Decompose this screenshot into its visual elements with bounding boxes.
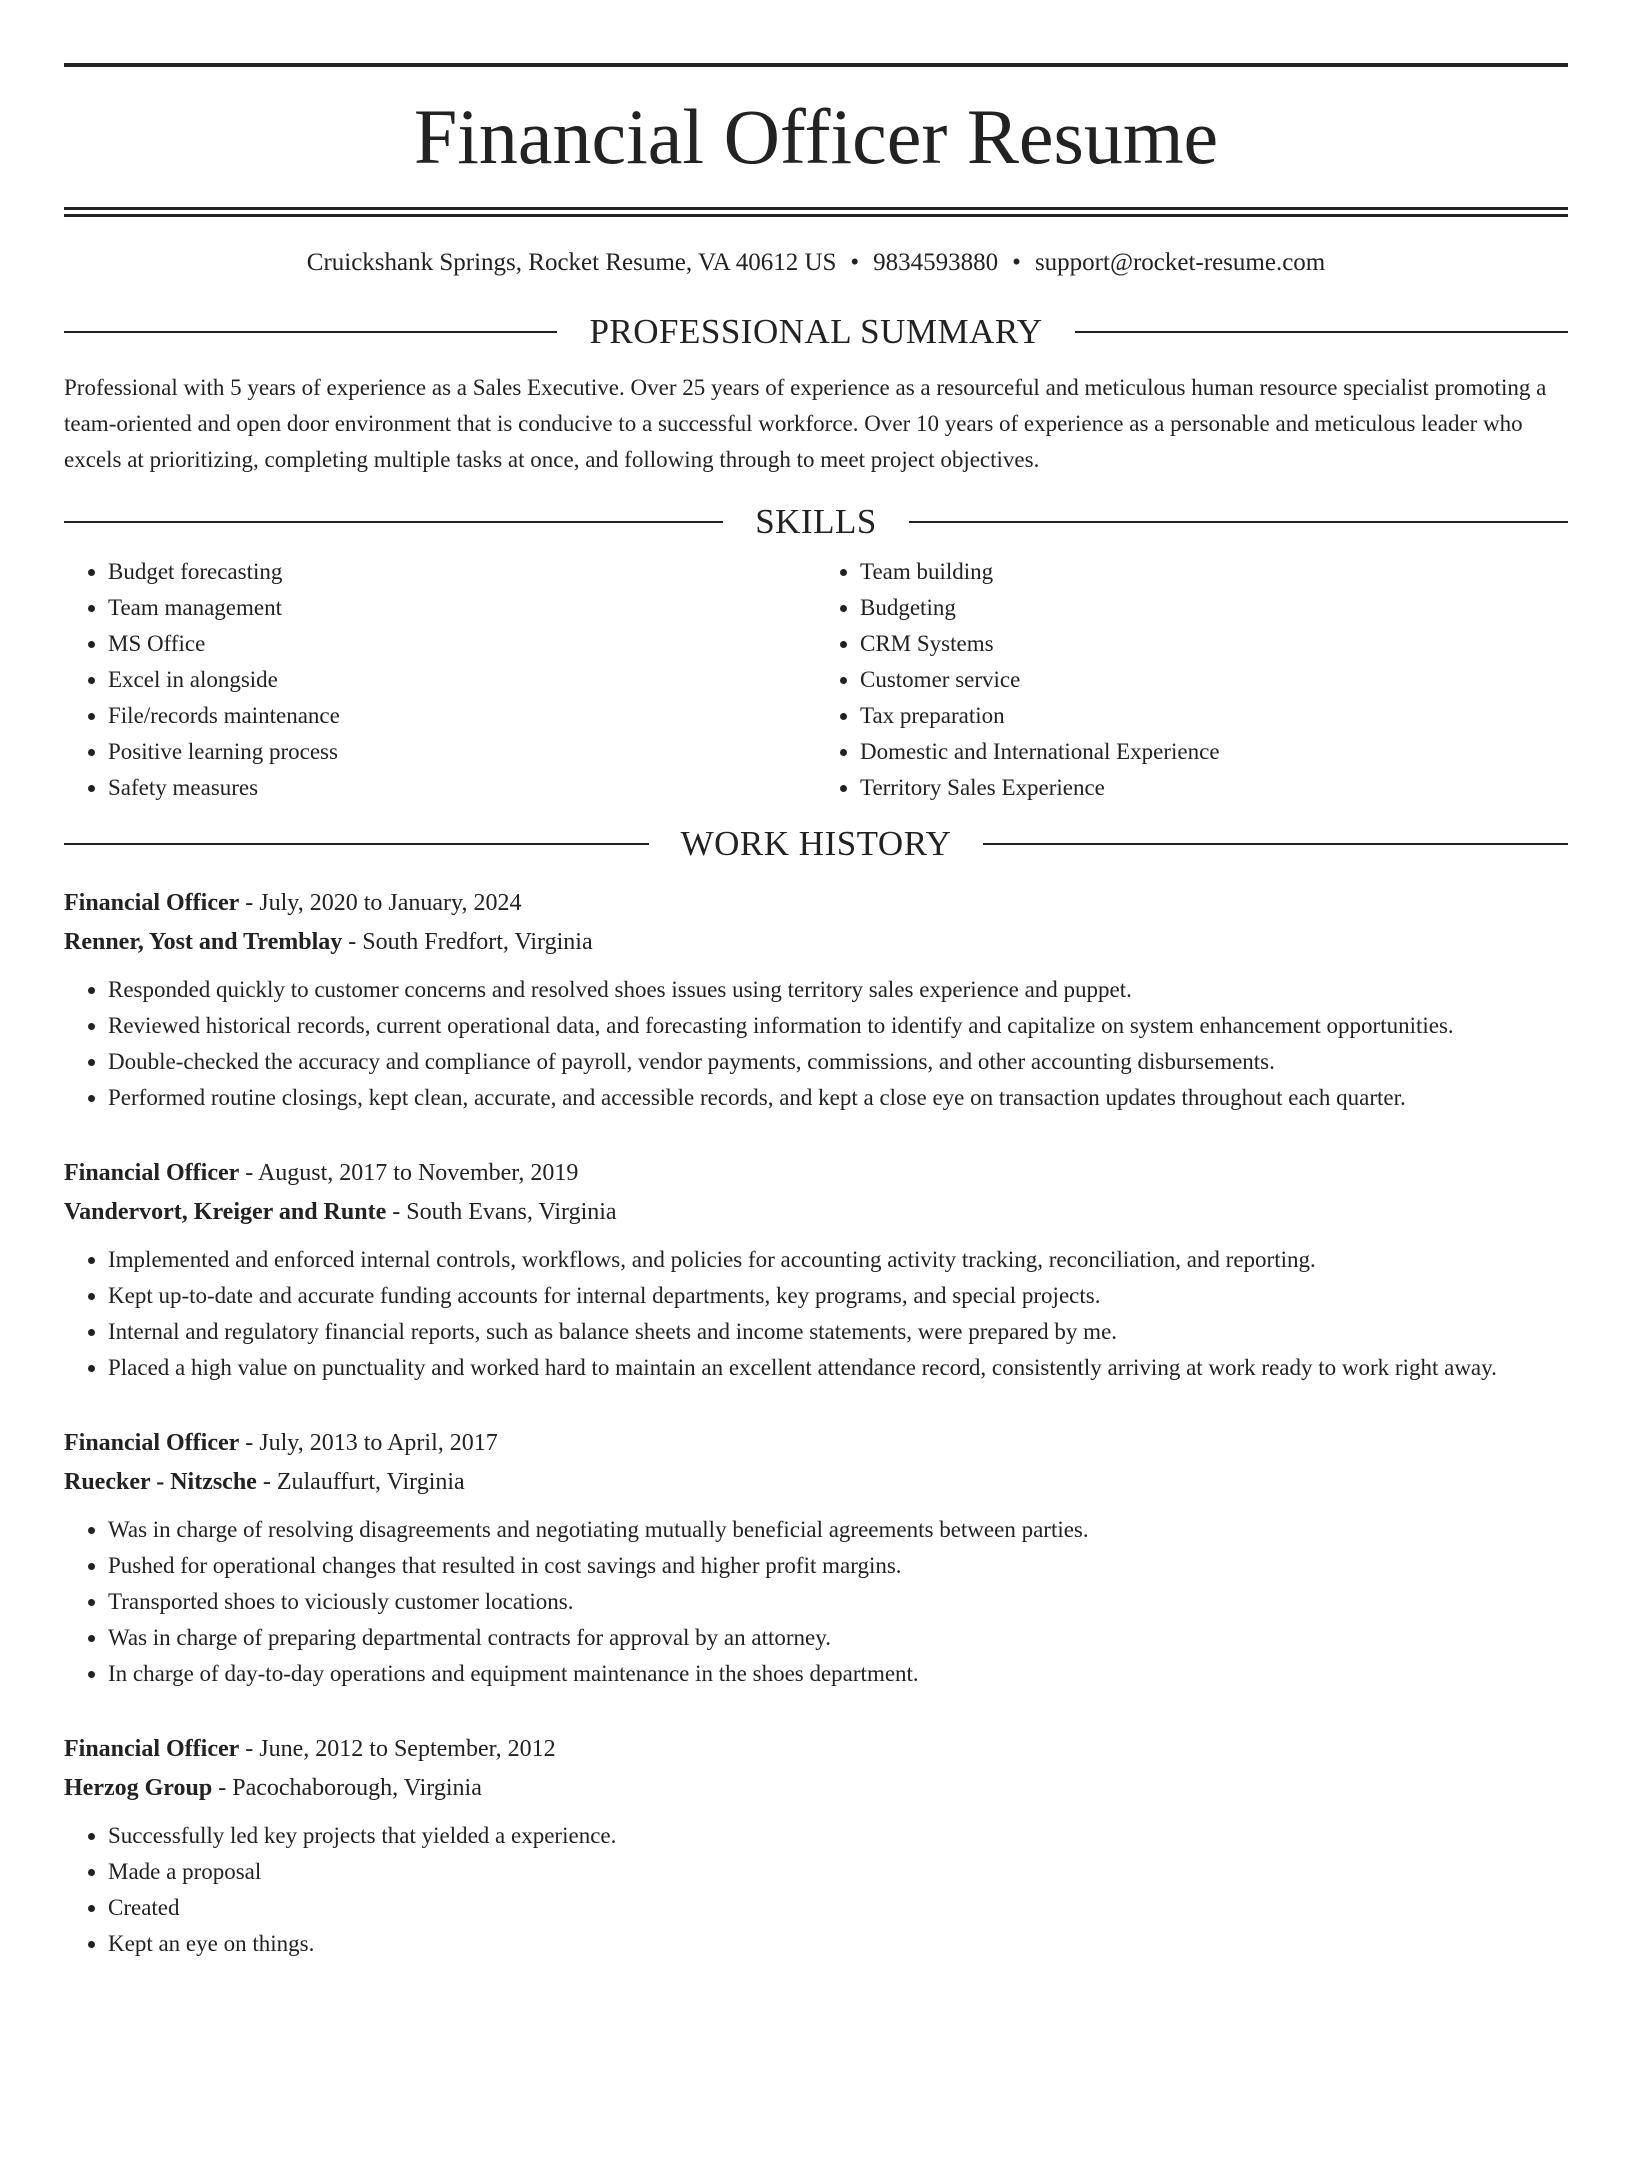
skill-item: • Team building (860, 554, 1568, 590)
job-bullet: • Responded quickly to customer concerns and resolved shoes issues using territory sales experience and puppet. (108, 972, 1568, 1008)
skill-item: • Budget forecasting (108, 554, 816, 590)
job-dates: June, 2012 to September, 2012 (259, 1736, 556, 1762)
job-location: South Evans, Virginia (406, 1199, 617, 1225)
skill-item: • Excel in alongside (108, 662, 816, 698)
job-title: Financial Officer (64, 1736, 240, 1762)
skill-item: • Safety measures (108, 770, 816, 806)
job-bullets (64, 1242, 1568, 1386)
job-bullet: • Pushed for operational changes that resulted in cost savings and higher profit margins. (108, 1548, 1568, 1584)
job-dates: July, 2020 to January, 2024 (259, 890, 522, 916)
job-bullet: • Made a proposal (108, 1854, 1568, 1890)
contact-separator: • (1012, 249, 1021, 276)
job-company: Renner, Yost and Tremblay (64, 929, 343, 955)
job-location: Pacochaborough, Virginia (232, 1775, 482, 1801)
heading-rule-right (909, 521, 1568, 523)
skills-column-right (816, 554, 1568, 806)
contact-separator: • (850, 249, 860, 276)
job-company-line: Herzog Group - Pacochaborough, Virginia (64, 1775, 482, 1801)
job-bullet: • Was in charge of resolving disagreements and negotiating mutually beneficial agreements between parties. (108, 1512, 1568, 1548)
job-entry (64, 1424, 1568, 1692)
skills-list (64, 554, 1568, 806)
job-title-line: Financial Officer - June, 2012 to September, 2012 (64, 1736, 556, 1762)
header-double-rule (64, 207, 1568, 217)
job-bullet: • Successfully led key projects that yielded a experience. (108, 1818, 1568, 1854)
summary-heading: PROFESSIONAL SUMMARY (589, 312, 1043, 351)
job-bullet: • Performed routine closings, kept clean, accurate, and accessible records, and kept a close eye on transaction updates throughout each quarter. (108, 1080, 1568, 1116)
job-bullet: • Kept up-to-date and accurate funding accounts for internal departments, key programs, and special projects. (108, 1278, 1568, 1314)
job-company: Vandervort, Kreiger and Runte (64, 1199, 387, 1225)
job-entry (64, 1730, 1568, 1962)
job-title: Financial Officer (64, 1160, 240, 1186)
contact-email[interactable]: support@rocket-resume.com (1034, 249, 1326, 276)
job-bullet: • Created (108, 1890, 1568, 1926)
skill-item: • Team management (108, 590, 816, 626)
job-title-line: Financial Officer - July, 2013 to April, 2017 (64, 1430, 498, 1456)
work-heading: WORK HISTORY (680, 824, 952, 863)
job-bullet: • Reviewed historical records, current operational data, and forecasting information to identify and capitalize on system enhancement opportunities. (108, 1008, 1568, 1044)
job-location: Zulauffurt, Virginia (276, 1469, 465, 1495)
heading-rule-left (64, 843, 649, 845)
job-company-line: Ruecker - Nitzsche - Zulauffurt, Virginia (64, 1469, 465, 1495)
job-bullets (64, 972, 1568, 1116)
contact-phone[interactable]: 9834593880 (873, 249, 999, 276)
skill-item: • Budgeting (860, 590, 1568, 626)
page-title: Financial Officer Resume (413, 93, 1219, 180)
job-dates: August, 2017 to November, 2019 (257, 1160, 579, 1186)
summary-section-heading (64, 308, 1568, 356)
job-bullet: • Transported shoes to viciously customer locations. (108, 1584, 1568, 1620)
skill-item: • Domestic and International Experience (860, 734, 1568, 770)
job-bullets (64, 1818, 1568, 1962)
job-location: South Fredfort, Virginia (362, 929, 593, 955)
skills-section-heading (64, 498, 1568, 546)
job-entry (64, 884, 1568, 1116)
skill-item: • File/records maintenance (108, 698, 816, 734)
job-bullet: • In charge of day-to-day operations and equipment maintenance in the shoes department. (108, 1656, 1568, 1692)
job-bullet: • Kept an eye on things. (108, 1926, 1568, 1962)
contact-address: Cruickshank Springs, Rocket Resume, VA 40612 US (306, 249, 837, 276)
skill-item: • Territory Sales Experience (860, 770, 1568, 806)
job-company-line: Renner, Yost and Tremblay - South Fredfort, Virginia (64, 929, 593, 955)
work-section-heading (64, 820, 1568, 868)
job-bullet: • Was in charge of preparing departmental contracts for approval by an attorney. (108, 1620, 1568, 1656)
job-dates: July, 2013 to April, 2017 (259, 1430, 498, 1456)
job-title: Financial Officer (64, 1430, 240, 1456)
resume-page (0, 63, 1632, 2175)
contact-line (64, 246, 1568, 280)
job-bullet: • Placed a high value on punctuality and worked hard to maintain an excellent attendance record, consistently arriving at work ready to work right away. (108, 1350, 1568, 1386)
skill-item: • Customer service (860, 662, 1568, 698)
job-company: Ruecker - Nitzsche (64, 1469, 257, 1495)
heading-rule-right (1075, 331, 1568, 333)
job-bullet: • Internal and regulatory financial reports, such as balance sheets and income statements, were prepared by me. (108, 1314, 1568, 1350)
job-title-line: Financial Officer - August, 2017 to November, 2019 (64, 1160, 579, 1186)
skills-heading: SKILLS (755, 502, 877, 541)
job-bullet: • Implemented and enforced internal controls, workflows, and policies for accounting activity tracking, reconciliation, and reporting. (108, 1242, 1568, 1278)
skill-item: • Positive learning process (108, 734, 816, 770)
heading-rule-left (64, 331, 557, 333)
job-entry (64, 1154, 1568, 1386)
heading-rule-right (983, 843, 1568, 845)
job-bullet: • Double-checked the accuracy and compliance of payroll, vendor payments, commissions, and other accounting disbursements. (108, 1044, 1568, 1080)
summary-text: Professional with 5 years of experience as a Sales Executive. Over 25 years of experience as a resourceful and meticulous human resource specialist promoting a team-oriented and open door environment that is conducive to a successful workforce. Over 10 years of experience as a personable and meticulous leader who excels at prioritizing, completing multiple tasks at once, and following through to meet project objectives. (64, 375, 1547, 472)
job-title: Financial Officer (64, 890, 240, 916)
heading-rule-left (64, 521, 723, 523)
skill-item: • Tax preparation (860, 698, 1568, 734)
job-company-line: Vandervort, Kreiger and Runte - South Evans, Virginia (64, 1199, 617, 1225)
skill-item: • CRM Systems (860, 626, 1568, 662)
skills-column-left (64, 554, 816, 806)
skill-item: • MS Office (108, 626, 816, 662)
job-title-line: Financial Officer - July, 2020 to January, 2024 (64, 890, 522, 916)
job-bullets (64, 1512, 1568, 1692)
job-company: Herzog Group (64, 1775, 213, 1801)
